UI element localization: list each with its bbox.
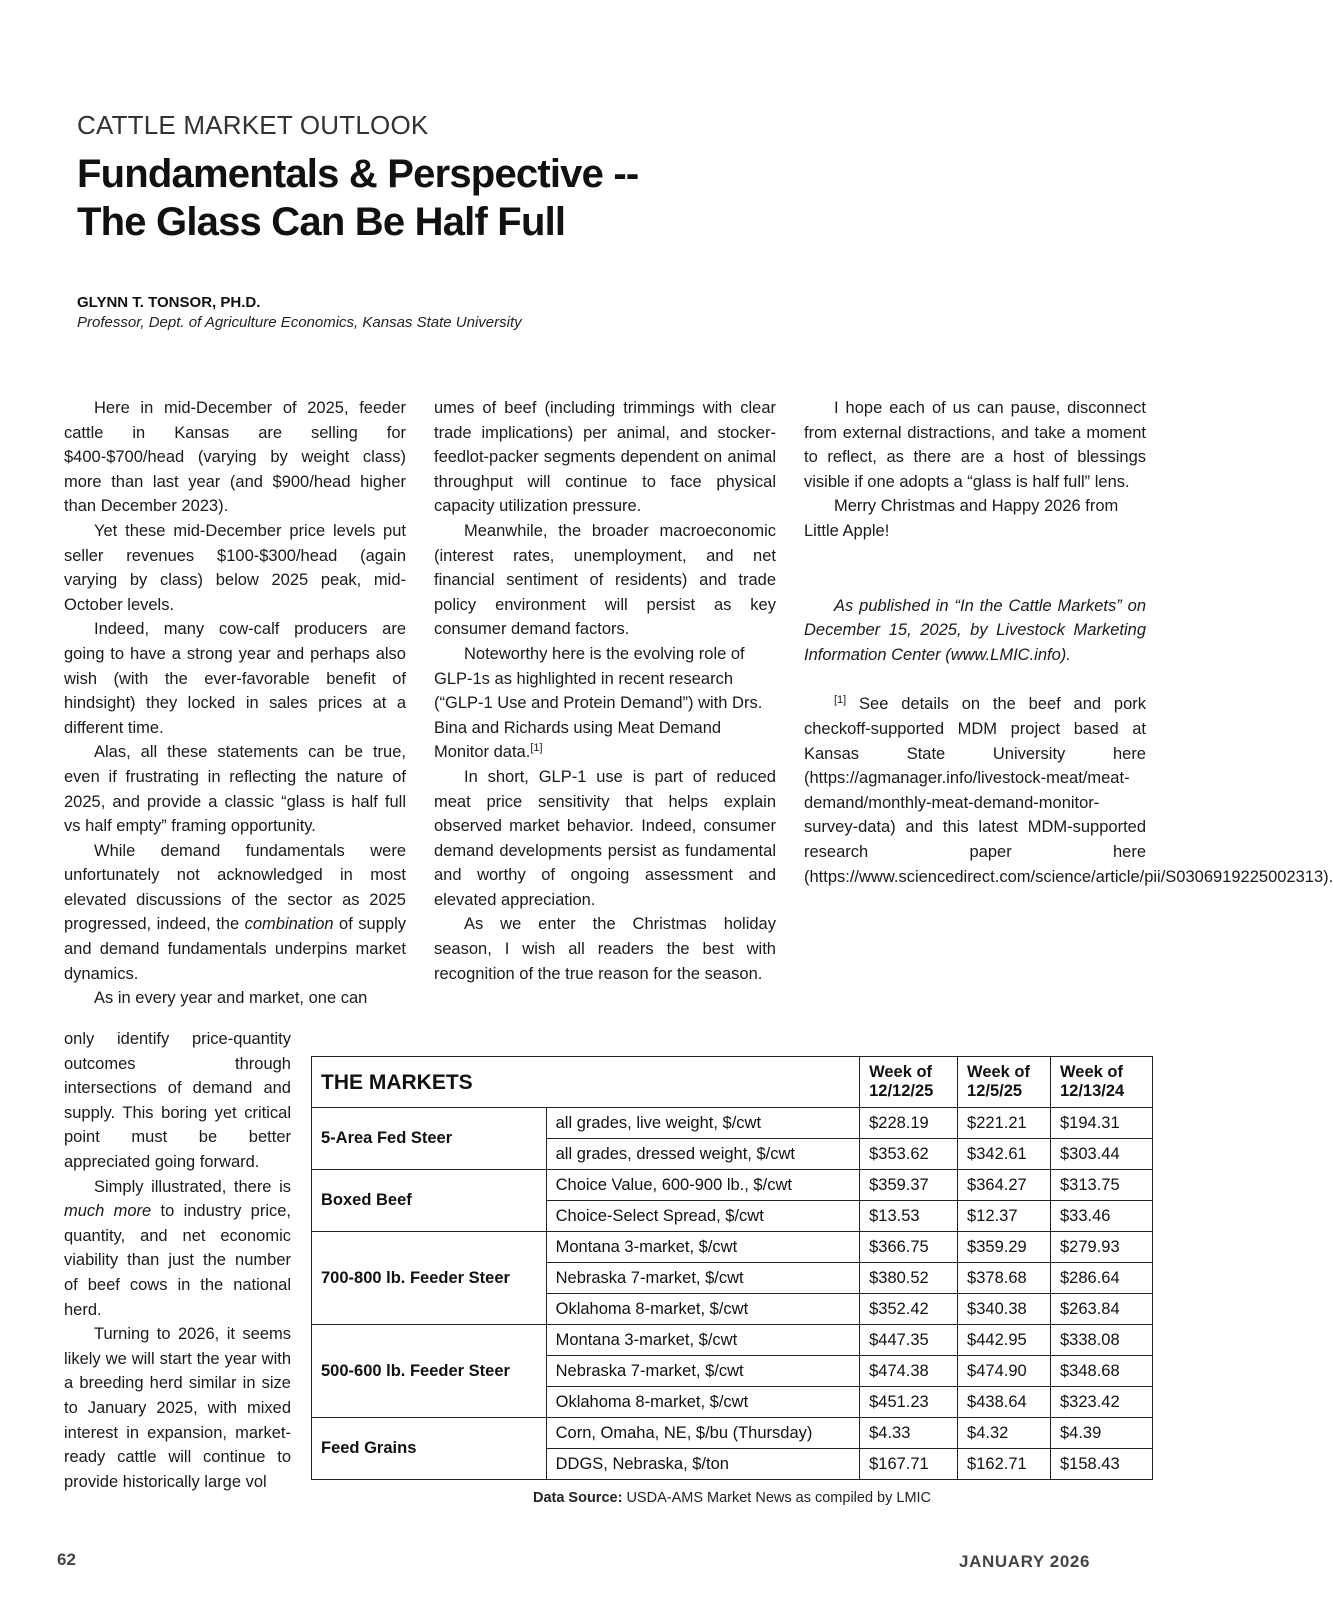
row-label: Choice-Select Spread, $/cwt (546, 1201, 859, 1232)
value-cell: $378.68 (958, 1263, 1051, 1294)
paragraph-1: Here in mid-December of 2025, feeder cattle in Kansas are selling for $400-$700/head (varying by weight class) more than last year (and $900/head higher than December 2023). (64, 399, 406, 516)
paragraph-7-text-b: to industry price, quantity, and net economic viability than just the number of beef cows in the national herd. (64, 1202, 291, 1319)
paragraph-14: Merry Christmas and Happy 2026 from Little Apple! (804, 497, 1119, 540)
row-label: Corn, Omaha, NE, $/bu (Thursday) (546, 1418, 859, 1449)
value-cell: $33.46 (1051, 1201, 1153, 1232)
table-row (312, 1325, 1153, 1356)
issue-date: JANUARY 2026 (959, 1552, 1090, 1571)
category-cell: 500-600 lb. Feeder Steer (312, 1325, 547, 1418)
row-label: Montana 3-market, $/cwt (546, 1325, 859, 1356)
value-cell: $263.84 (1051, 1294, 1153, 1325)
value-cell: $12.37 (958, 1201, 1051, 1232)
category-cell: Boxed Beef (312, 1170, 547, 1232)
data-source-note (311, 1490, 1153, 1506)
value-cell: $13.53 (860, 1201, 958, 1232)
value-cell: $279.93 (1051, 1232, 1153, 1263)
table-row (312, 1418, 1153, 1449)
column-header-week-2: Week of 12/5/25 (958, 1057, 1051, 1108)
value-cell: $286.64 (1051, 1263, 1153, 1294)
publication-note: As published in “In the Cattle Markets” on December 15, 2025, by Livestock Marketing Information Center (www.LMIC.info). (804, 596, 1146, 664)
row-label: Oklahoma 8-market, $/cwt (546, 1294, 859, 1325)
row-label: DDGS, Nebraska, $/ton (546, 1449, 859, 1480)
value-cell: $442.95 (958, 1325, 1051, 1356)
footnote-number: [1] (834, 694, 847, 707)
paragraph-5-text-a: While demand fundamentals were unfortunately not acknowledged in most elevated discussions of the sector as 2025 progressed, indeed, the (64, 841, 406, 934)
value-cell: $4.32 (958, 1418, 1051, 1449)
author-name: GLYNN T. TONSOR, PH.D. (77, 294, 261, 311)
table-row (312, 1232, 1153, 1263)
data-source-label: Data Source: (532, 1490, 623, 1506)
title-line-1: Fundamentals & Perspective -- (77, 152, 639, 196)
row-label: Choice Value, 600-900 lb., $/cwt (546, 1170, 859, 1201)
value-cell: $474.90 (958, 1356, 1051, 1387)
paragraph-9: Meanwhile, the broader macroeconomic (interest rates, unemployment, and net financial sentiment of residents) and trade policy environment will persist as key consumer demand factors. (434, 521, 776, 639)
paragraph-10-text: Noteworthy here is the evolving role of GLP-1s as highlighted in recent research (“GLP-1 Use and Protein Demand”) with Drs. Bina and Richards using Meat Demand Monitor data. (434, 644, 763, 762)
value-cell: $447.35 (860, 1325, 958, 1356)
value-cell: $4.33 (860, 1418, 958, 1449)
value-cell: $348.68 (1051, 1356, 1153, 1387)
value-cell: $313.75 (1051, 1170, 1153, 1201)
value-cell: $353.62 (860, 1139, 958, 1170)
value-cell: $359.37 (860, 1170, 958, 1201)
table-row (312, 1108, 1153, 1139)
value-cell: $451.23 (860, 1387, 958, 1418)
paragraph-5 (64, 839, 406, 987)
row-label: Nebraska 7-market, $/cwt (546, 1263, 859, 1294)
value-cell: $474.38 (860, 1356, 958, 1387)
column-header-week-3: Week of 12/13/24 (1051, 1057, 1153, 1108)
markets-title: THE MARKETS (312, 1057, 860, 1108)
row-label: Oklahoma 8-market, $/cwt (546, 1387, 859, 1418)
table-row (312, 1170, 1153, 1201)
footnote (804, 692, 1333, 889)
category-cell: 700-800 lb. Feeder Steer (312, 1232, 547, 1325)
value-cell: $438.64 (958, 1387, 1051, 1418)
paragraph-12: As we enter the Christmas holiday season, I wish all readers the best with recognition of the true reason for the season. (434, 915, 776, 983)
paragraph-10 (434, 642, 776, 765)
category-cell: Feed Grains (312, 1418, 547, 1480)
value-cell: $359.29 (958, 1232, 1051, 1263)
paragraph-13: I hope each of us can pause, disconnect from external distractions, and take a moment to reflect, as there are a host of blessings visible if one adopts a “glass is half full” lens. (804, 399, 1146, 491)
paragraph-5-emphasis: combination (244, 915, 334, 934)
article-column-2 (434, 396, 776, 986)
paragraph-11: In short, GLP-1 use is part of reduced meat price sensitivity that helps explain observed market behavior. Indeed, consumer demand developments persist as fundamental and worthy of ongoing assessment and elevated appreciation. (434, 767, 776, 909)
row-label: Nebraska 7-market, $/cwt (546, 1356, 859, 1387)
title-line-2: The Glass Can Be Half Full (77, 200, 566, 244)
row-label: all grades, dressed weight, $/cwt (546, 1139, 859, 1170)
row-label: Montana 3-market, $/cwt (546, 1232, 859, 1263)
paragraph-8-cont: umes of beef (including trimmings with clear trade implications) per animal, and stocker-feedlot-packer segments dependent on animal throughput will continue to face physical capacity utilization pressure. (434, 399, 776, 516)
value-cell: $366.75 (860, 1232, 958, 1263)
value-cell: $352.42 (860, 1294, 958, 1325)
markets-header-row (312, 1057, 1153, 1108)
article-column-1 (64, 396, 406, 1011)
page-number: 62 (57, 1550, 76, 1569)
author-affiliation: Professor, Dept. of Agriculture Economics, Kansas State University (77, 314, 522, 331)
value-cell: $162.71 (958, 1449, 1051, 1480)
value-cell: $338.08 (1051, 1325, 1153, 1356)
value-cell: $221.21 (958, 1108, 1051, 1139)
paragraph-6-cont: only identify price-quantity outcomes through intersections of demand and supply. This boring yet critical point must be better appreciated going forward. (64, 1030, 291, 1171)
value-cell: $167.71 (860, 1449, 958, 1480)
value-cell: $4.39 (1051, 1418, 1153, 1449)
article-column-1-narrow (64, 1027, 291, 1494)
value-cell: $342.61 (958, 1139, 1051, 1170)
value-cell: $340.38 (958, 1294, 1051, 1325)
column-header-week-1: Week of 12/12/25 (860, 1057, 958, 1108)
value-cell: $380.52 (860, 1263, 958, 1294)
value-cell: $323.42 (1051, 1387, 1153, 1418)
paragraph-2: Yet these mid-December price levels put seller revenues $100-$300/head (again varying by class) below 2025 peak, mid-October levels. (64, 521, 406, 614)
value-cell: $194.31 (1051, 1108, 1153, 1139)
row-label: all grades, live weight, $/cwt (546, 1108, 859, 1139)
paragraph-6-start: As in every year and market, one can (94, 989, 368, 1008)
markets-table (311, 1056, 1153, 1480)
footnote-marker: [1] (530, 742, 543, 755)
paragraph-8-start: Turning to 2026, it seems likely we will start the year with a breeding herd similar in size to January 2025, with mixed interest in expansion, market-ready cattle will continue to provide historically large vol (64, 1325, 291, 1491)
data-source-text: USDA-AMS Market News as compiled by LMIC (622, 1490, 932, 1506)
paragraph-7 (64, 1175, 291, 1323)
value-cell: $228.19 (860, 1108, 958, 1139)
article-column-3 (804, 396, 1333, 889)
value-cell: $158.43 (1051, 1449, 1153, 1480)
value-cell: $364.27 (958, 1170, 1051, 1201)
article-title (77, 150, 638, 246)
paragraph-7-emphasis: much more (64, 1202, 152, 1221)
paragraph-7-text-a: Simply illustrated, there is (94, 1177, 291, 1196)
paragraph-4: Alas, all these statements can be true, even if frustrating in reflecting the nature of 2025, and provide a classic “glass is half full vs half empty” framing opportunity. (64, 743, 406, 836)
paragraph-3: Indeed, many cow-calf producers are going to have a strong year and perhaps also wish (with the ever-favorable benefit of hindsight) they locked in sales prices at a different time. (64, 620, 406, 737)
section-kicker: CATTLE MARKET OUTLOOK (77, 110, 429, 140)
paragraph-5-text-b: of supply and demand fundamentals underpins market dynamics. (64, 915, 406, 983)
category-cell: 5-Area Fed Steer (312, 1108, 547, 1170)
value-cell: $303.44 (1051, 1139, 1153, 1170)
footnote-text: See details on the beef and pork checkoff-supported MDM project based at Kansas State University here (https://agmanager.info/livestock-meat/meat-demand/monthly-meat-demand-monitor-survey-data) and this latest MDM-supported research paper here (https://www.sciencedirect.com/science/article/pii/S0306919225002313). (804, 695, 1333, 886)
